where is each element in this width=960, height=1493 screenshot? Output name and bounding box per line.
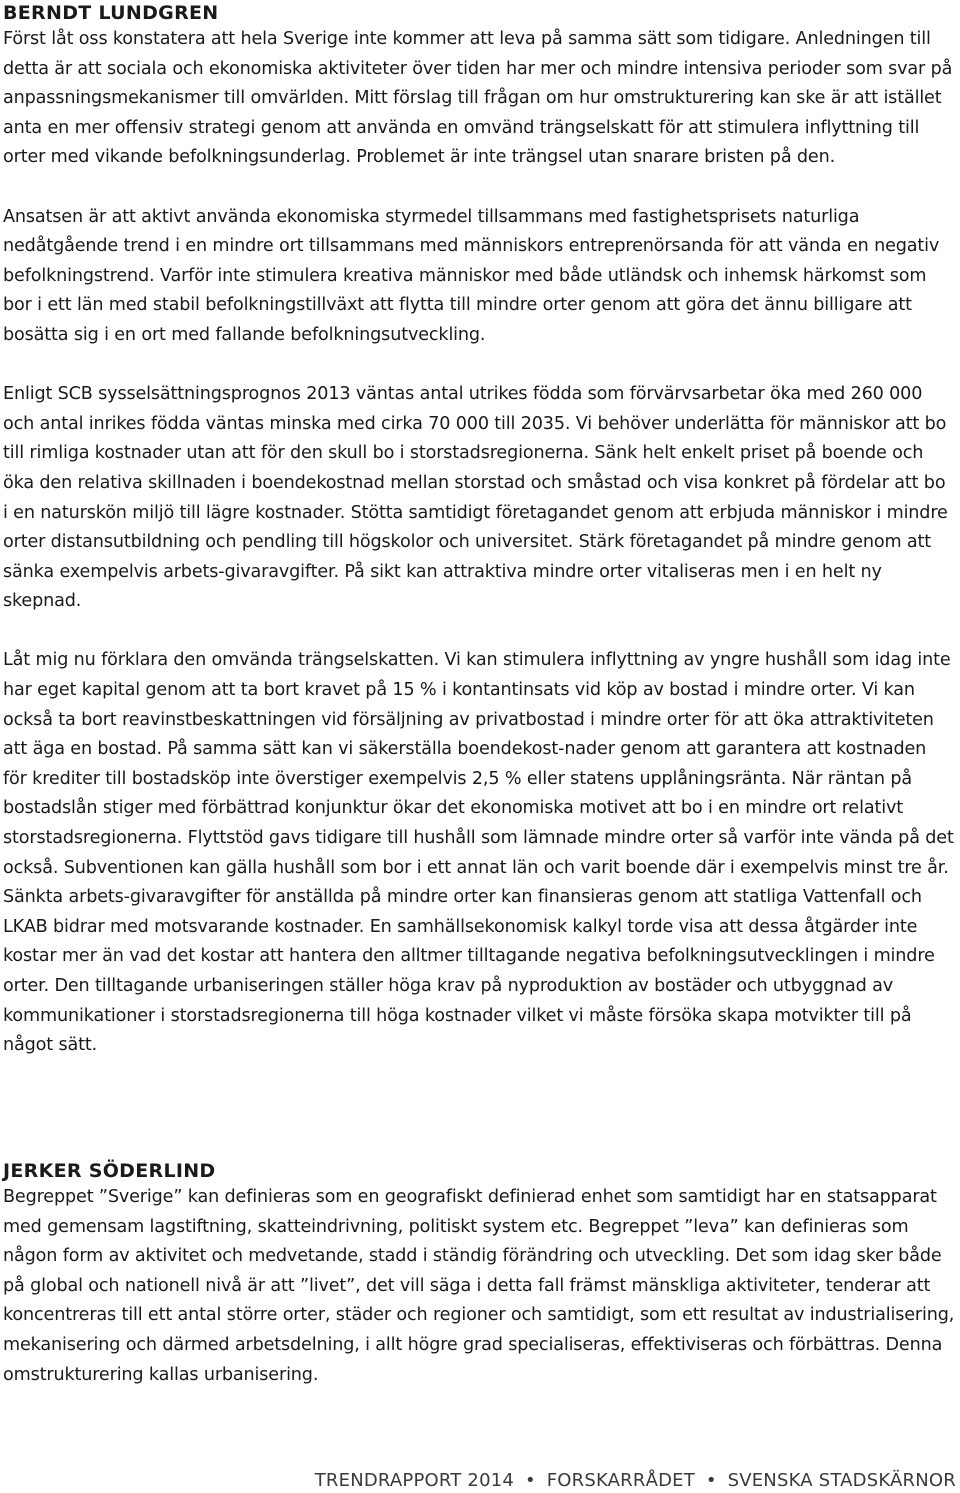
author-heading: JERKER SÖDERLIND <box>3 1160 216 1182</box>
paragraph-spacer <box>3 173 955 203</box>
body-paragraph: Först låt oss konstatera att hela Sverige inte kommer att leva på samma sätt som tidigare. Anledningen till detta är att sociala och ekonomiska aktiviteter över tiden har mer och mindre intensiva perioder som svar på anpassningsmekanismer till omvärlden. Mitt förslag till frågan om hur omstrukturering kan ske är att istället anta en mer offensiv strategi genom att använda en omvänd trängselskatt för att stimulera inflyttning till orter med vikande befolkningsunderlag. Problemet är inte trängsel utan snarare bristen på den. <box>3 29 953 168</box>
page-footer <box>315 1470 956 1492</box>
body-paragraph: Enligt SCB sysselsättningsprognos 2013 väntas antal utrikes födda som förvärvsarbetar öka med 260 000 och antal inrikes födda väntas minska med cirka 70 000 till 2035. Vi behöver underlätta för människor att bo till rimliga kostnader utan att för den skull bo i storstadsregionerna. Sänk helt enkelt priset på boende och öka den relativa skillnaden i boendekostnad mellan storstad och småstad och visa konkret på fördelar att bo i en naturskön miljö till lägre kostnader. Stötta samtidigt företagandet genom att erbjuda människor i mindre orter distansutbildning och pendling till högskolor och universitet. Stärk företagandet på mindre genom att sänka exempelvis arbets-givaravgifter. På sikt kan attraktiva mindre orter vitaliseras men i en helt ny skepnad. <box>3 384 948 612</box>
body-paragraph: Låt mig nu förklara den omvända trängselskatten. Vi kan stimulera inflyttning av yngre hushåll som idag inte har eget kapital genom att ta bort kravet på 15 % i kontantinsats vid köp av bostad i mindre orter. Vi kan också ta bort reavinstbeskattningen vid försäljning av privatbostad i mindre orter för att öka attraktiviteten att äga en bostad. På samma sätt kan vi säkerställa boendekost-nader genom att garantera att kostnaden för krediter till bostadsköp inte överstiger exempelvis 2,5 % eller statens upplåningsränta. När räntan på bostadslån stiger med förbättrad konjunktur ökar det ekonomiska motivet att bo i en mindre ort relativt storstadsregionerna. Flyttstöd gavs tidigare till hushåll som lämnade mindre orter så varför inte vända på det också. Subventionen kan gälla hushåll som bor i ett annat län och varit boende där i exempelvis minst tre år. Sänkta arbets-givaravgifter för anställda på mindre orter kan finansieras genom att statliga Vattenfall och LKAB bidrar med motsvarande kostnader. En samhällsekonomisk kalkyl torde visa att dessa åtgärder inte kostar mer än vad det kostar att hantera den alltmer tilltagande negativa befolkningsutvecklingen i mindre orter. Den tilltagande urbaniseringen ställer höga krav på nyproduktion av bostäder och utbyggnad av kommunikationer i storstadsregionerna till höga kostnader vilket vi måste försöka skapa motvikter till på något sätt. <box>3 650 954 1056</box>
paragraph-spacer <box>3 617 955 647</box>
author-heading: BERNDT LUNDGREN <box>3 2 219 24</box>
footer-separator: • <box>705 1470 717 1491</box>
article-section-soderlind <box>3 1158 955 1390</box>
body-paragraph: Begreppet ”Sverige” kan definieras som en geografiskt definierad enhet som samtidigt har en statsapparat med gemensam lagstiftning, skatteindrivning, politiskt system etc. Begreppet ”leva” kan definieras som någon form av aktivitet och medvetande, stadd i ständig förändring och utveckling. Det som idag sker både på global och nationell nivå är att ”livet”, det vill säga i detta fall främst mänskliga aktiviteter, tenderar att koncentreras till ett antal större orter, städer och regioner och samtidigt, som ett resultat av industrialisering, mekanisering och därmed arbetsdelning, i allt högre grad specialiseras, effektiviseras och förbättras. Denna omstrukturering kallas urbanisering. <box>3 1187 955 1385</box>
footer-organization: SVENSKA STADSKÄRNOR <box>727 1470 956 1491</box>
footer-separator: • <box>524 1470 536 1491</box>
footer-report-title: TRENDRAPPORT 2014 <box>314 1470 515 1491</box>
body-paragraph: Ansatsen är att aktivt använda ekonomiska styrmedel tillsammans med fastighetsprisets naturliga nedåtgående trend i en mindre ort tillsammans med människors entreprenörsanda för att vända en negativ befolkningstrend. Varför inte stimulera kreativa människor med både utländsk och inhemsk härkomst som bor i ett län med stabil befolkningstillväxt att flytta till mindre orter genom att göra det ännu billigare att bosätta sig i en ort med fallande befolkningsutveckling. <box>3 206 940 345</box>
article-section-lundgren <box>3 0 955 1061</box>
paragraph-spacer <box>3 351 955 381</box>
footer-council: FORSKARRÅDET <box>546 1470 695 1491</box>
